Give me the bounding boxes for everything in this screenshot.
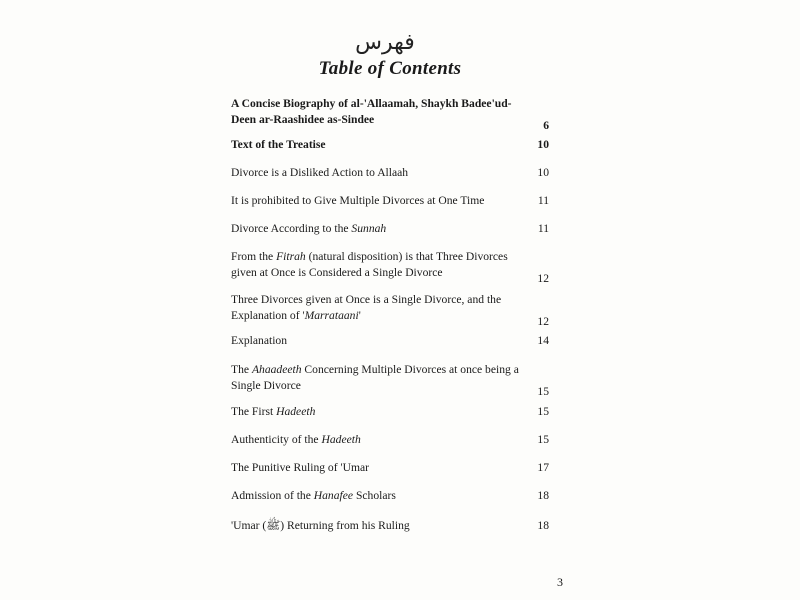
toc-entry-first-hadeeth [231, 404, 561, 420]
toc-entry-page: 11 [537, 194, 549, 207]
toc-entry-title: Authenticity of the Hadeeth [231, 433, 361, 446]
toc-entry-treatise [231, 137, 561, 153]
toc-entry-page: 15 [537, 433, 549, 446]
toc-entry-title: The First Hadeeth [231, 405, 316, 418]
toc-entry-page: 12 [537, 272, 549, 285]
toc-entry-page: 17 [537, 461, 549, 474]
toc-entry-page: 10 [537, 166, 549, 179]
toc-entry-title: The Punitive Ruling of 'Umar [231, 461, 369, 474]
toc-entry-prohibited [231, 193, 561, 209]
toc-entry-page: 15 [537, 385, 549, 398]
toc-entry-page: 15 [537, 405, 549, 418]
toc-entry-title: Text of the Treatise [231, 138, 326, 151]
toc-entry-umar-returning [231, 518, 561, 534]
toc-entry-page: 14 [537, 334, 549, 347]
toc-entry-title: Admission of the Hanafee Scholars [231, 489, 396, 502]
arabic-heading: فهرس [355, 30, 415, 55]
toc-entry-sunnah [231, 221, 561, 237]
toc-entry-hanafee [231, 488, 561, 504]
toc-entry-page: 18 [537, 519, 549, 532]
toc-entry-title: 'Umar (ﷺ) Returning from his Ruling [231, 519, 410, 532]
toc-entry-page: 6 [543, 119, 549, 132]
toc-entry-fitrah [231, 249, 561, 285]
toc-entry-title: It is prohibited to Give Multiple Divorces at One Time [231, 194, 485, 207]
toc-entry-authenticity [231, 432, 561, 448]
toc-entry-title: Divorce According to the Sunnah [231, 222, 387, 235]
toc-entry-title: Divorce is a Disliked Action to Allaah [231, 166, 409, 179]
toc-entry-title: From the Fitrah (natural disposition) is that Three Divorces given at Once is Considered a Single Divorce [231, 250, 508, 279]
page-title: Table of Contents [318, 58, 462, 79]
toc-entry-page: 10 [537, 138, 549, 151]
toc-entry-marrataani [231, 292, 561, 328]
toc-entry-title: Three Divorces given at Once is a Single Divorce, and the Explanation of 'Marrataani' [231, 293, 502, 322]
toc-entry-title: A Concise Biography of al-'Allaamah, Shaykh Badee'ud-Deen ar-Raashidee as-Sindee [231, 97, 512, 126]
toc-entry-title: The Ahaadeeth Concerning Multiple Divorces at once being a Single Divorce [231, 363, 519, 392]
toc-entry-page: 11 [537, 222, 549, 235]
toc-entry-biography [231, 96, 561, 132]
page-number: 3 [557, 575, 563, 589]
toc-entry-page: 18 [537, 489, 549, 502]
toc-entry-title: Explanation [231, 334, 288, 347]
toc-entry-ahaadeeth [231, 362, 561, 398]
toc-entry-disliked [231, 165, 561, 181]
toc-entry-punitive [231, 460, 561, 476]
toc-entry-page: 12 [537, 315, 549, 328]
toc-entry-explanation [231, 333, 561, 349]
